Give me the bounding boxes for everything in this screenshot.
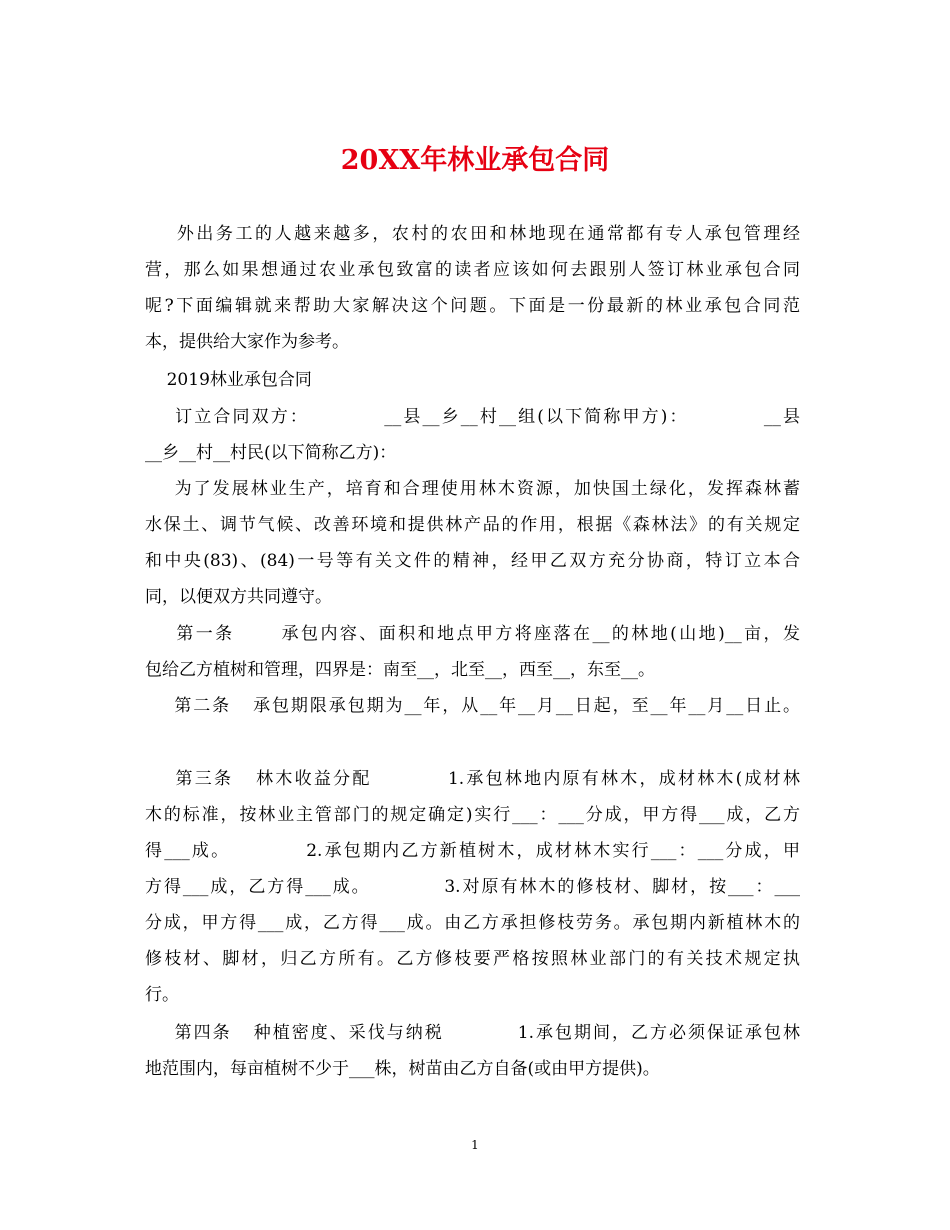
paragraph-line: 订立合同双方： __县__乡__村__组(以下简称甲方)： __县: [145, 407, 800, 427]
paragraph-line: 外出务工的人越来越多，农村的农田和林地现在通常都有专人承包管理经: [145, 224, 800, 244]
document-title: 20XX年林业承包合同: [340, 145, 610, 176]
page-number: 1: [471, 1138, 479, 1152]
paragraph-line: 和中央(83)、(84)一号等有关文件的精神，经甲乙双方充分协商，特订立本合: [145, 551, 800, 571]
clause-line: 包给乙方植树和管理，四界是：南至__，北至__，西至__，东至__。: [145, 660, 655, 680]
paragraph-line: 呢?下面编辑就来帮助大家解决这个问题。下面是一份最新的林业承包合同范: [145, 296, 800, 316]
clause-line: 方得___成，乙方得___成。 3.对原有林木的修枝材、脚材，按___：___: [145, 877, 800, 897]
section-heading: 2019林业承包合同: [145, 370, 312, 390]
paragraph-line: 同，以便双方共同遵守。: [145, 587, 332, 607]
clause-line: 第一条 承包内容、面积和地点甲方将座落在__的林地(山地)__亩，发: [145, 624, 800, 644]
clause-line: 行。: [145, 985, 179, 1005]
paragraph-line: 营，那么如果想通过农业承包致富的读者应该如何去跟别人签订林业承包合同: [145, 260, 800, 280]
paragraph-line: 水保土、调节气候、改善环境和提供林产品的作用，根据《森林法》的有关规定: [145, 515, 800, 535]
paragraph-line: __乡__村__村民(以下简称乙方)：: [145, 443, 397, 463]
clause-line: 第三条 林木收益分配 1.承包林地内原有林木，成材林木(成材林: [145, 769, 800, 789]
paragraph-line: 本，提供给大家作为参考。: [145, 332, 349, 352]
paragraph-line: 为了发展林业生产，培育和合理使用林木资源，加快国土绿化，发挥森林蓄: [145, 479, 800, 499]
clause-line: 分成，甲方得___成，乙方得___成。由乙方承担修枝劳务。承包期内新植林木的: [145, 913, 800, 933]
clause-line: 第二条 承包期限承包期为__年，从__年__月__日起，至__年__月__日止。: [145, 696, 800, 716]
clause-line: 得___成。 2.承包期内乙方新植树木，成材林木实行___：___分成，甲: [145, 841, 800, 861]
clause-line: 第四条 种植密度、采伐与纳税 1.承包期间，乙方必须保证承包林: [145, 1023, 800, 1043]
clause-line: 木的标准，按林业主管部门的规定确定)实行___：___分成，甲方得___成，乙方: [145, 805, 800, 825]
clause-line: 地范围内，每亩植树不少于___株，树苗由乙方自备(或由甲方提供)。: [145, 1059, 660, 1079]
clause-line: 修枝材、脚材，归乙方所有。乙方修枝要严格按照林业部门的有关技术规定执: [145, 949, 800, 969]
